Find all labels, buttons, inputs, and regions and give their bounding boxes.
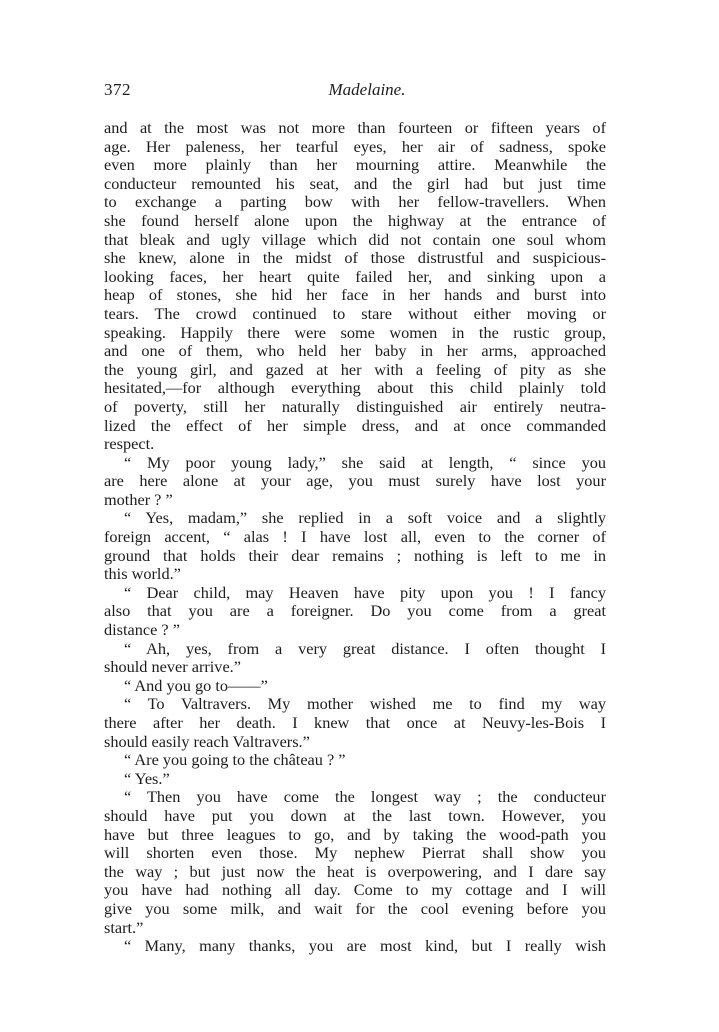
text-line: have but three leagues to go, and by taking the wood-path you	[104, 824, 606, 844]
text-line: “ Are you going to the château ? ”	[124, 750, 346, 770]
text-line: even more plainly than her mourning attire. Meanwhile the	[104, 155, 606, 175]
text-line: also that you are a foreigner. Do you come from a great	[104, 601, 606, 621]
text-line: “ Dear child, may Heaven have pity upon you ! I fancy	[124, 582, 606, 602]
text-line: “ To Valtravers. My mother wished me to find my way	[124, 694, 606, 714]
text-line: mother ? ”	[104, 489, 173, 509]
page-number: 372	[104, 80, 131, 99]
text-line: you have had nothing all day. Come to my cottage and I will	[104, 880, 606, 900]
text-line: distance ? ”	[104, 620, 180, 640]
text-line: age. Her paleness, her tearful eyes, her air of sadness, spoke	[104, 136, 606, 156]
text-line: should never arrive.”	[104, 657, 241, 677]
text-line: she found herself alone upon the highway at the entrance of	[104, 210, 606, 230]
text-line: heap of stones, she hid her face in her hands and burst into	[104, 285, 606, 305]
text-line: there after her death. I knew that once at Neuvy-les-Bois I	[104, 713, 606, 732]
page-header	[104, 80, 610, 104]
text-line: are here alone at your age, you must surely have lost your	[104, 471, 606, 491]
text-line: give you some milk, and wait for the cool evening before you	[104, 898, 606, 918]
text-line: “ My poor young lady,” she said at length, “ since you	[124, 452, 606, 472]
text-line: respect.	[104, 434, 155, 454]
text-line: will shorten even those. My nephew Pierrat shall show you	[104, 843, 606, 863]
text-line: “ And you go to——”	[124, 675, 268, 695]
running-title: Madelaine.	[328, 80, 406, 99]
text-line: should have put you down at the last town. However, you	[104, 805, 606, 825]
text-line: foreign accent, “ alas ! I have lost all, even to the corner of	[104, 527, 606, 547]
text-line: “ Yes, madam,” she replied in a soft voice and a slightly	[124, 508, 606, 528]
text-line: tears. The crowd continued to stare without either moving or	[104, 303, 606, 323]
text-line: and one of them, who held her baby in her arms, approached	[104, 341, 606, 361]
text-line: and at the most was not more than fourteen or fifteen years of	[104, 118, 606, 137]
text-line: conducteur remounted his seat, and the girl had but just time	[104, 173, 606, 193]
text-line: that bleak and ugly village which did not contain one soul whom	[104, 229, 606, 249]
text-line: start.”	[104, 917, 144, 937]
text-line: looking faces, her heart quite failed her, and sinking upon a	[104, 266, 606, 286]
text-line: “ Many, many thanks, you are most kind, but I really wish	[124, 936, 606, 956]
text-line: hesitated,—for although everything about this child plainly told	[104, 378, 606, 398]
body-text	[104, 119, 606, 956]
text-line: should easily reach Valtravers.”	[104, 731, 310, 751]
text-line: lized the effect of her simple dress, and at once commanded	[104, 415, 606, 435]
text-line: ground that holds their dear remains ; nothing is left to me in	[104, 545, 606, 565]
text-line: she knew, alone in the midst of those distrustful and suspicious-	[104, 248, 606, 268]
text-line: the young girl, and gazed at her with a feeling of pity as she	[104, 359, 606, 379]
text-line: speaking. Happily there were some women in the rustic group,	[104, 322, 606, 342]
text-line: “ Yes.”	[124, 768, 170, 788]
text-line: this world.”	[104, 564, 181, 584]
text-line: the way ; but just now the heat is overpowering, and I dare say	[104, 861, 606, 881]
text-line: of poverty, still her naturally distinguished air entirely neutra-	[104, 396, 606, 416]
text-line: “ Ah, yes, from a very great distance. I often thought I	[124, 638, 606, 658]
text-line: to exchange a parting bow with her fellow-travellers. When	[104, 192, 606, 212]
text-line: “ Then you have come the longest way ; the conducteur	[124, 787, 606, 807]
